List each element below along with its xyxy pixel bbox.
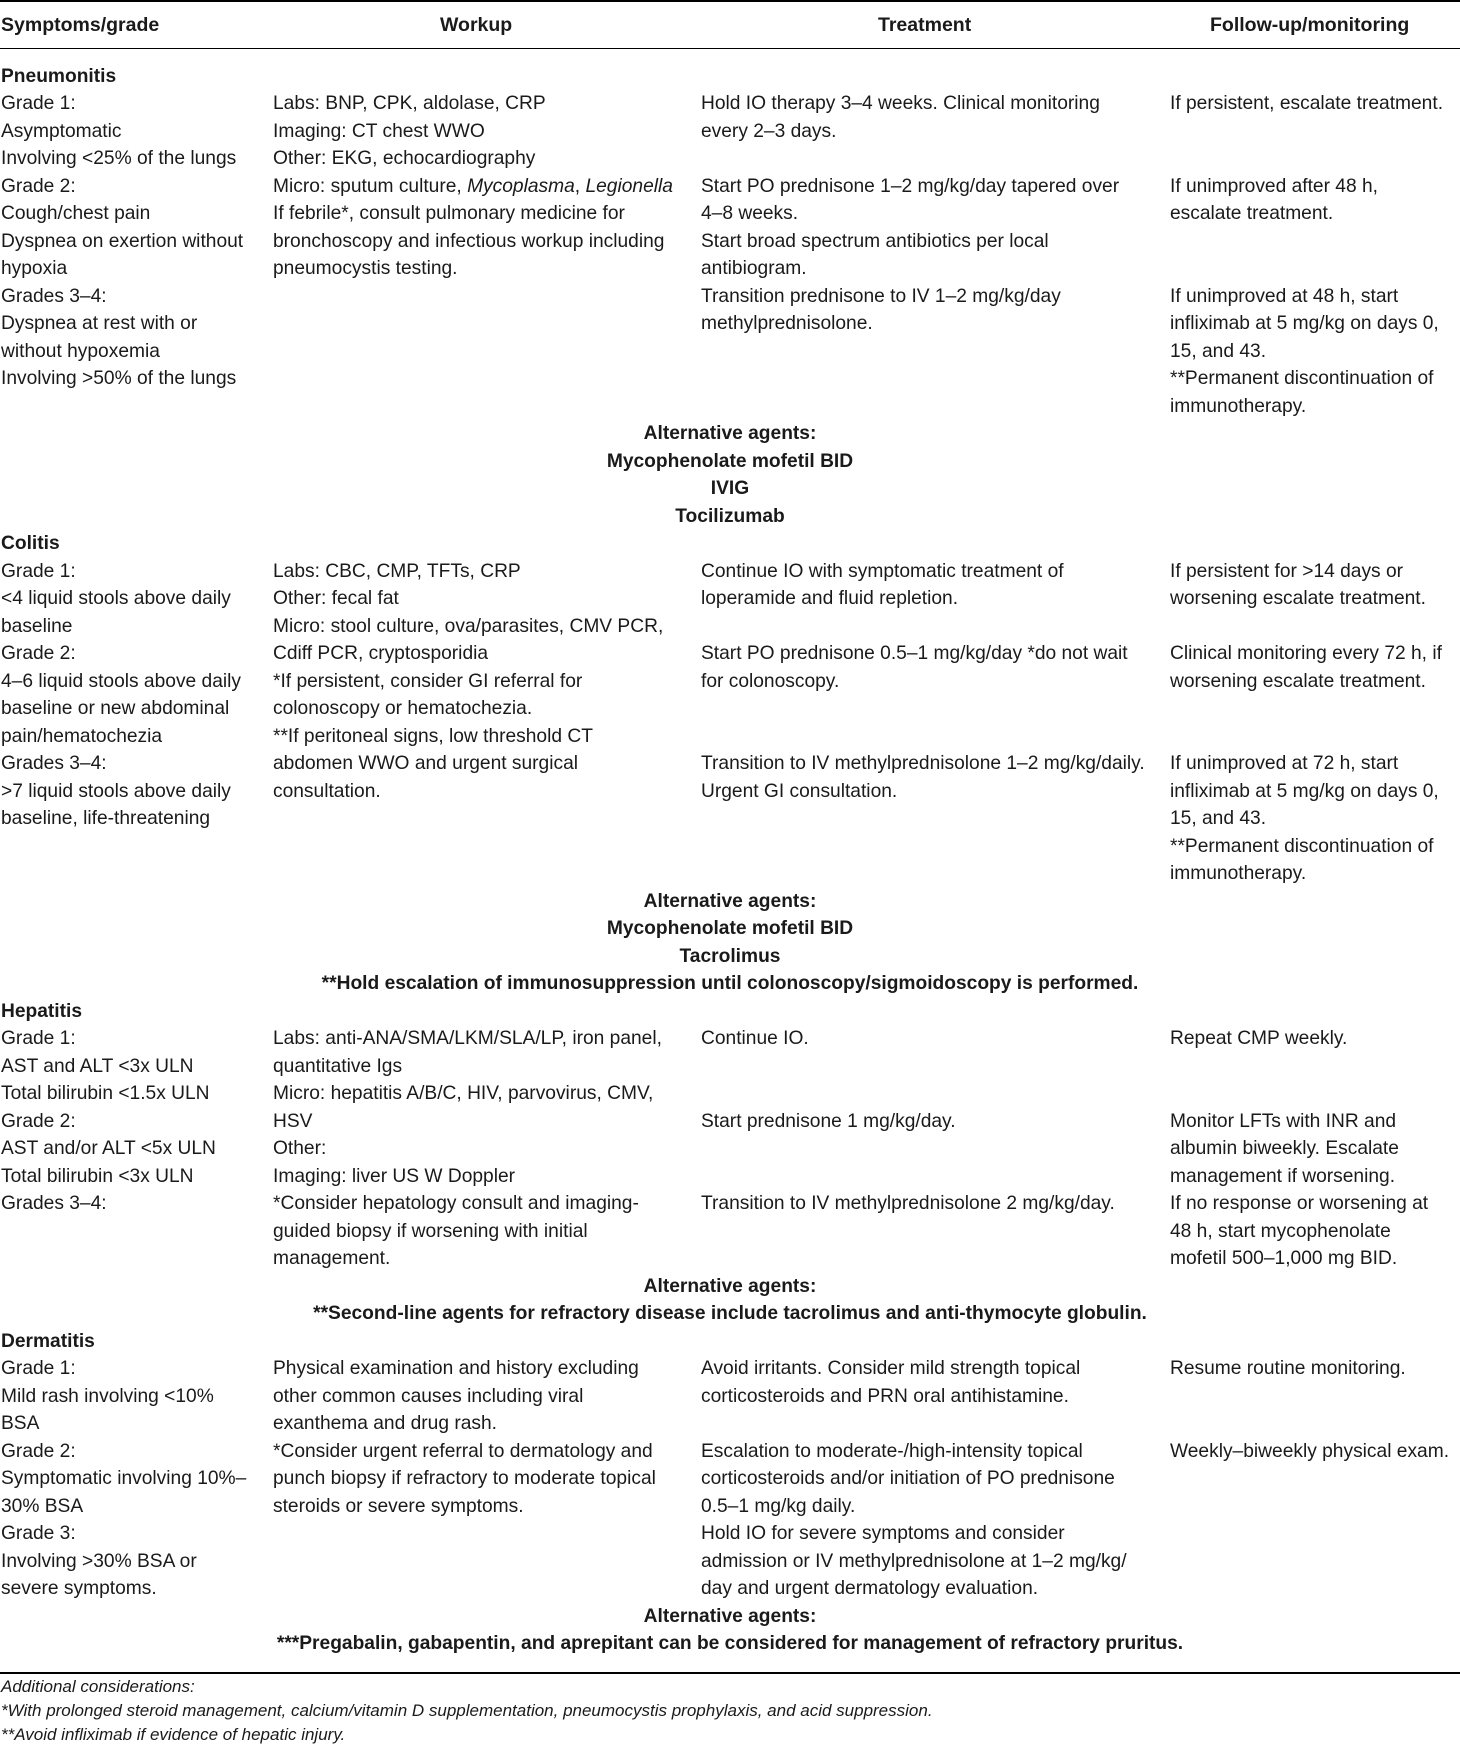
colitis-followup-line: worsening escalate treatment. (1170, 588, 1426, 609)
dermatitis-symptom-line: Grade 2: (1, 1440, 76, 1462)
hepatitis-workup-line: Labs: anti-ANA/SMA/LKM/SLA/LP, iron panel, (273, 1028, 662, 1049)
micro-legionella: Legionella (585, 175, 673, 197)
colitis-workup-line: Labs: CBC, CMP, TFTs, CRP (273, 560, 521, 582)
colitis-followup-line: 15, and 43. (1170, 808, 1267, 829)
top-rule (0, 0, 1460, 2)
pneumonitis-alt-heading: Alternative agents: (643, 423, 817, 444)
hepatitis-symptom-line: Grades 3–4: (1, 1193, 107, 1214)
header-rule (0, 48, 1460, 49)
pneumonitis-alt-agent: Mycophenolate mofetil BID (606, 450, 854, 472)
pneumonitis-symptom-line: Involving <25% of the lungs (1, 148, 237, 169)
colitis-symptom-line: baseline, life-threatening (1, 808, 211, 829)
hepatitis-symptom-line: Total bilirubin <3x ULN (1, 1165, 194, 1187)
colitis-workup-line: **If peritoneal signs, low threshold CT (273, 725, 593, 747)
hepatitis-workup-line: quantitative Igs (273, 1055, 403, 1077)
colitis-symptom-line: <4 liquid stools above daily (1, 588, 231, 609)
dermatitis-symptom-line: 30% BSA (1, 1495, 84, 1517)
pneumonitis-followup-line: If persistent, escalate treatment. (1170, 93, 1444, 114)
dermatitis-treatment-line: Avoid irritants. Consider mild strength topical (701, 1358, 1081, 1379)
dermatitis-followup-line: Resume routine monitoring. (1170, 1358, 1406, 1379)
pneumonitis-symptom-line: Dyspnea on exertion without (1, 230, 244, 252)
colitis-symptom-line: Grades 3–4: (1, 753, 107, 774)
hepatitis-treatment-line: Transition to IV methylprednisolone 2 mg/kg/day. (701, 1193, 1115, 1214)
colitis-symptom-line: baseline (1, 615, 73, 637)
colitis-alt-agent: Mycophenolate mofetil BID (606, 918, 854, 939)
colitis-workup-line: abdomen WWO and urgent surgical (273, 753, 579, 774)
hepatitis-followup-line: mofetil 500–1,000 mg BID. (1170, 1248, 1398, 1269)
pneumonitis-workup-line: bronchoscopy and infectious workup including (273, 230, 665, 252)
colitis-treatment-line: loperamide and fluid repletion. (701, 588, 959, 609)
hepatitis-symptom-line: AST and/or ALT <5x ULN (1, 1138, 216, 1159)
hepatitis-followup-line: Monitor LFTs with INR and (1170, 1110, 1397, 1132)
dermatitis-treatment-line: corticosteroids and/or initiation of PO prednisone (701, 1468, 1115, 1489)
hepatitis-symptom-line: Grade 1: (1, 1028, 76, 1049)
pneumonitis-symptom-line: hypoxia (1, 258, 68, 279)
dermatitis-workup-line: *Consider urgent referral to dermatology and (273, 1440, 653, 1462)
dermatitis-treatment-line: Hold IO for severe symptoms and consider (701, 1523, 1065, 1544)
colitis-symptom-line: baseline or new abdominal (1, 698, 230, 719)
colitis-workup-line: colonoscopy or hematochezia. (273, 698, 533, 719)
pneumonitis-symptom-line: Grade 2: (1, 175, 76, 197)
header-follow-up: Follow-up/monitoring (1210, 14, 1410, 36)
pneumonitis-treatment-line: Start PO prednisone 1–2 mg/kg/day tapered over (701, 175, 1120, 197)
dermatitis-workup-line: other common causes including viral (273, 1385, 584, 1407)
dermatitis-treatment-line: admission or IV methylprednisolone at 1–2 mg/kg/ (701, 1550, 1127, 1572)
dermatitis-symptom-line: Grade 1: (1, 1358, 76, 1379)
dermatitis-treatment-line: 0.5–1 mg/kg daily. (701, 1495, 856, 1517)
hepatitis-followup-line: management if worsening. (1170, 1165, 1396, 1187)
colitis-workup-line: *If persistent, consider GI referral for (273, 670, 583, 692)
pneumonitis-followup-line: 15, and 43. (1170, 340, 1267, 362)
pneumonitis-treatment-line: Hold IO therapy 3–4 weeks. Clinical monitoring (701, 93, 1100, 114)
dermatitis-symptom-line: Mild rash involving <10% (1, 1385, 214, 1407)
dermatitis-workup-line: Physical examination and history excluding (273, 1358, 639, 1379)
hepatitis-symptom-line: AST and ALT <3x ULN (1, 1055, 194, 1077)
pneumonitis-symptom-line: without hypoxemia (1, 340, 160, 362)
pneumonitis-symptom-line: Involving >50% of the lungs (1, 368, 237, 389)
colitis-workup-line: Cdiff PCR, cryptosporidia (273, 643, 489, 664)
pneumonitis-treatment-line: Transition prednisone to IV 1–2 mg/kg/day (701, 285, 1061, 307)
pneumonitis-followup-line: **Permanent discontinuation of (1170, 368, 1434, 389)
colitis-alt-heading: Alternative agents: (643, 890, 817, 912)
pneumonitis-treatment-line: methylprednisolone. (701, 313, 873, 334)
hepatitis-followup-line: Repeat CMP weekly. (1170, 1028, 1348, 1049)
hepatitis-alt-heading: Alternative agents: (643, 1275, 817, 1297)
dermatitis-workup-line: exanthema and drug rash. (273, 1413, 498, 1434)
dermatitis-treatment-line: corticosteroids and PRN oral antihistamine. (701, 1385, 1069, 1407)
colitis-followup-line: worsening escalate treatment. (1170, 670, 1426, 692)
hepatitis-alt-note: **Second-line agents for refractory disease include tacrolimus and anti-thymocyte globulin. (313, 1303, 1147, 1324)
pneumonitis-followup-line: immunotherapy. (1170, 395, 1307, 417)
footnote-heading: Additional considerations: (1, 1677, 195, 1696)
dermatitis-symptom-line: Grade 3: (1, 1523, 76, 1544)
footnote-steroid: *With prolonged steroid management, calcium/vitamin D supplementation, pneumocystis prophylaxis, and acid suppression. (1, 1701, 933, 1720)
pneumonitis-treatment-line: 4–8 weeks. (701, 203, 799, 224)
pneumonitis-workup-line: pneumocystis testing. (273, 258, 458, 279)
micro-prefix: Micro: sputum culture, (273, 175, 468, 197)
pneumonitis-followup-line: If unimproved after 48 h, (1170, 175, 1378, 197)
colitis-treatment-line: for colonoscopy. (701, 670, 840, 692)
dermatitis-alt-heading: Alternative agents: (643, 1605, 817, 1627)
colitis-symptom-line: 4–6 liquid stools above daily (1, 670, 242, 692)
colitis-alt-agent: Tacrolimus (679, 945, 781, 967)
colitis-treatment-line: Start PO prednisone 0.5–1 mg/kg/day *do not wait (701, 643, 1128, 664)
hepatitis-followup-line: 48 h, start mycophenolate (1170, 1220, 1391, 1242)
hepatitis-workup-line: HSV (273, 1110, 313, 1132)
bottom-rule (0, 1672, 1460, 1674)
pneumonitis-treatment-line: every 2–3 days. (701, 120, 837, 142)
colitis-treatment-line: Urgent GI consultation. (701, 780, 898, 802)
header-treatment: Treatment (878, 14, 972, 36)
pneumonitis-symptom-line: Cough/chest pain (1, 203, 151, 224)
colitis-workup-line: Micro: stool culture, ova/parasites, CMV PCR, (273, 615, 664, 637)
colitis-symptom-line: Grade 1: (1, 560, 76, 582)
dermatitis-symptom-line: BSA (1, 1413, 40, 1434)
micro-separator: , (574, 175, 586, 197)
micro-mycoplasma: Mycoplasma (467, 175, 575, 197)
section-title-hepatitis: Hepatitis (1, 1000, 83, 1022)
hepatitis-symptom-line: Total bilirubin <1.5x ULN (1, 1083, 210, 1104)
dermatitis-treatment-line: Escalation to moderate-/high-intensity topical (701, 1440, 1083, 1462)
pneumonitis-followup-line: escalate treatment. (1170, 203, 1334, 224)
header-workup: Workup (440, 14, 513, 36)
hepatitis-workup-line: *Consider hepatology consult and imaging- (273, 1193, 639, 1214)
hepatitis-workup-line: guided biopsy if worsening with initial (273, 1220, 588, 1242)
pneumonitis-followup-line: infliximab at 5 mg/kg on days 0, (1170, 313, 1439, 334)
hepatitis-symptom-line: Grade 2: (1, 1110, 76, 1132)
pneumonitis-followup-line: If unimproved at 48 h, start (1170, 285, 1399, 307)
colitis-treatment-line: Transition to IV methylprednisolone 1–2 mg/kg/daily. (701, 753, 1145, 774)
dermatitis-symptom-line: Symptomatic involving 10%– (1, 1468, 247, 1489)
dermatitis-alt-note: ***Pregabalin, gabapentin, and aprepitant can be considered for management of refractory pruritus. (276, 1633, 1184, 1654)
pneumonitis-workup-line: Labs: BNP, CPK, aldolase, CRP (273, 93, 546, 114)
pneumonitis-workup-line: Imaging: CT chest WWO (273, 120, 485, 142)
pneumonitis-symptom-line: Asymptomatic (1, 120, 122, 142)
pneumonitis-alt-agent: IVIG (710, 478, 750, 499)
hepatitis-followup-line: albumin biweekly. Escalate (1170, 1138, 1399, 1159)
pneumonitis-workup-line: If febrile*, consult pulmonary medicine for (273, 203, 625, 224)
hepatitis-workup-line: management. (273, 1248, 391, 1269)
colitis-workup-line: Other: fecal fat (273, 588, 399, 609)
dermatitis-followup-line: Weekly–biweekly physical exam. (1170, 1440, 1450, 1462)
hepatitis-treatment-line: Start prednisone 1 mg/kg/day. (701, 1110, 956, 1132)
pneumonitis-workup-line: Other: EKG, echocardiography (273, 148, 536, 169)
pneumonitis-symptom-line: Grades 3–4: (1, 285, 107, 307)
footnote-infliximab: **Avoid infliximab if evidence of hepatic injury. (1, 1725, 346, 1744)
pneumonitis-treatment-line: Start broad spectrum antibiotics per local (701, 230, 1049, 252)
hepatitis-followup-line: If no response or worsening at (1170, 1193, 1429, 1214)
colitis-symptom-line: >7 liquid stools above daily (1, 780, 231, 802)
colitis-treatment-line: Continue IO with symptomatic treatment of (701, 560, 1064, 582)
colitis-followup-line: Clinical monitoring every 72 h, if (1170, 643, 1442, 664)
pneumonitis-symptom-line: Dyspnea at rest with or (1, 313, 198, 334)
section-title-pneumonitis: Pneumonitis (1, 66, 117, 87)
section-title-dermatitis: Dermatitis (1, 1330, 95, 1352)
colitis-followup-line: infliximab at 5 mg/kg on days 0, (1170, 780, 1439, 802)
colitis-symptom-line: pain/hematochezia (1, 725, 163, 747)
pneumonitis-treatment-line: antibiogram. (701, 258, 807, 279)
colitis-followup-line: immunotherapy. (1170, 863, 1307, 884)
colitis-followup-line: **Permanent discontinuation of (1170, 835, 1434, 857)
colitis-alt-note: **Hold escalation of immunosuppression until colonoscopy/sigmoidoscopy is performed. (321, 973, 1139, 994)
pneumonitis-symptom-line: Grade 1: (1, 93, 76, 114)
colitis-followup-line: If unimproved at 72 h, start (1170, 753, 1399, 774)
hepatitis-workup-line: Other: (273, 1138, 327, 1159)
header-symptoms: Symptoms/grade (1, 14, 160, 36)
colitis-workup-line: consultation. (273, 780, 381, 802)
dermatitis-workup-line: punch biopsy if refractory to moderate topical (273, 1468, 656, 1489)
hepatitis-workup-line: Micro: hepatitis A/B/C, HIV, parvovirus, CMV, (273, 1083, 654, 1104)
dermatitis-treatment-line: day and urgent dermatology evaluation. (701, 1578, 1039, 1599)
dermatitis-symptom-line: Involving >30% BSA or (1, 1550, 197, 1572)
hepatitis-workup-line: Imaging: liver US W Doppler (273, 1165, 516, 1187)
dermatitis-workup-line: steroids or severe symptoms. (273, 1495, 524, 1517)
dermatitis-symptom-line: severe symptoms. (1, 1578, 157, 1599)
pneumonitis-alt-agent: Tocilizumab (675, 505, 785, 527)
pneumonitis-workup-micro (273, 173, 673, 201)
colitis-symptom-line: Grade 2: (1, 643, 76, 664)
section-title-colitis: Colitis (1, 533, 60, 554)
colitis-followup-line: If persistent for >14 days or (1170, 560, 1404, 582)
hepatitis-treatment-line: Continue IO. (701, 1028, 809, 1049)
